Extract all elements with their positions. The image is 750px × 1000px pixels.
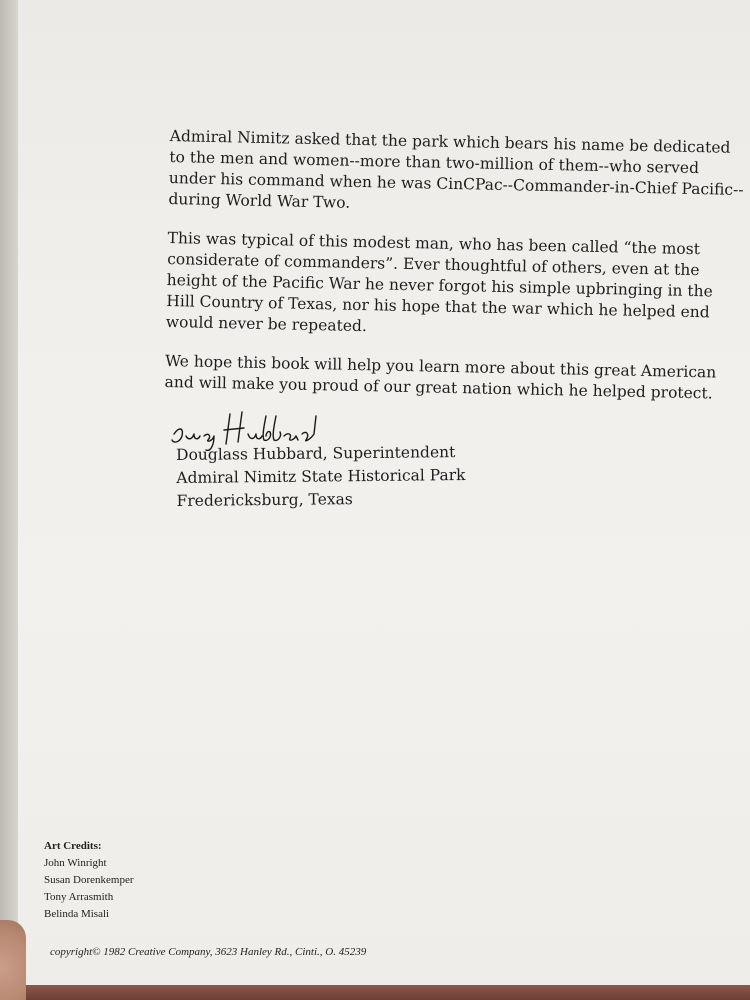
signer-name: Douglass Hubbard, Superintendent xyxy=(176,443,456,464)
page-spine-shadow xyxy=(0,0,18,1000)
credit-name: Susan Dorenkemper xyxy=(44,874,134,886)
art-credits-title: Art Credits: xyxy=(44,840,102,852)
signer-location: Fredericksburg, Texas xyxy=(176,490,353,510)
credit-name: Belinda Misali xyxy=(44,908,110,920)
credit-name: Tony Arrasmith xyxy=(44,891,114,903)
copyright-line: copyright© 1982 Creative Company, 3623 Hanley Rd., Cinti., O. 45239 xyxy=(50,946,367,958)
paragraph-dedication: Admiral Nimitz asked that the park which bears his name be dedicated to the men and women--more than two-million of them--who served under his command when he was CinCPac--Commander-in-Chief Pacific--during World War Two. xyxy=(168,126,744,212)
table-surface xyxy=(0,985,750,1000)
paragraph-hope: We hope this book will help you learn more about this great American and will make you proud of our great nation which he helped protect. xyxy=(164,351,717,403)
credit-name: John Winright xyxy=(44,857,107,869)
art-credits xyxy=(44,838,134,923)
thumb-holding-page xyxy=(0,920,26,1000)
signature-block xyxy=(176,441,466,513)
paragraph-modest-man: This was typical of this modest man, who has been called “the most considerate of commanders”. Ever thoughtful of others, even at the height of the Pacific War he never forgot his simple upbringing in the Hill Country of Texas, nor his hope that the war which he helped end would never be repeated. xyxy=(165,228,713,336)
letter-body xyxy=(164,126,745,423)
signature-text-hidden: Doug Hubbard xyxy=(168,406,176,407)
signer-organization: Admiral Nimitz State Historical Park xyxy=(176,465,466,487)
